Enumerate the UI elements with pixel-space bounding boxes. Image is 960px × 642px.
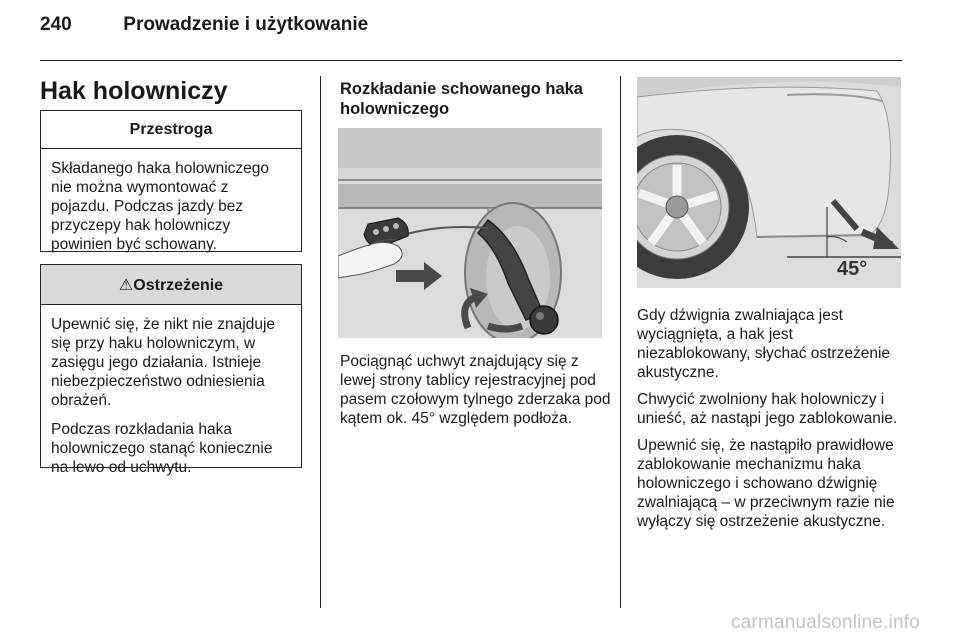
car-rear-wheel-illustration (637, 77, 901, 288)
watermark: carmanualsonline.info (730, 612, 920, 633)
header-divider (40, 60, 902, 61)
page-header (40, 14, 368, 36)
result-text (637, 306, 907, 539)
warning-heading-label: Ostrzeżenie (133, 277, 224, 294)
result-paragraph-2: Chwycić zwolniony hak holowniczy i unieść, aż nastąpi jego zablokowanie. (637, 391, 898, 427)
caution-heading: Przestroga (41, 111, 301, 149)
warning-triangle-icon: ⚠ (118, 277, 134, 294)
warning-heading (41, 265, 301, 305)
warning-paragraph-2: Podczas rozkładania haka holowniczego stanąć koniecznie na lewo od uchwytu. (51, 421, 273, 476)
caution-text: Składanego haka holowniczego nie można wymontować z pojazdu. Podczas jazdy bez przyczepy hak holowniczy powinien być schowany. (51, 160, 270, 253)
angle-label: 45° (837, 258, 868, 280)
chapter-title: Prowadzenie i użytkowanie (123, 14, 369, 35)
column-divider-1 (320, 76, 321, 608)
page-number: 240 (40, 14, 72, 35)
column-divider-2 (620, 76, 621, 608)
towbar-handle-illustration (338, 128, 602, 338)
caution-box (40, 110, 302, 252)
warning-box (40, 264, 302, 476)
warning-paragraph-1: Upewnić się, że nikt nie znajduje się przy haku holowniczym, w zasięgu jego działania. Istnieje niebezpieczeństwo odniesienia obrażeń. (51, 316, 276, 409)
result-paragraph-3: Upewnić się, że nastąpiło prawidłowe zablokowanie mechanizmu haka holowniczego i schowano dźwignię zwalniającą – w przeciwnym razie nie wyłączy się ostrzeżenie akustyczne. (637, 437, 895, 530)
section-title: Hak holowniczy (40, 77, 228, 105)
result-paragraph-1: Gdy dźwignia zwalniająca jest wyciągnięta, a hak jest niezablokowany, słychać ostrzeżenie akustyczne. (637, 307, 891, 381)
subsection-title: Rozkładanie schowanego haka holowniczego (340, 80, 583, 118)
instruction-text (340, 352, 612, 436)
instruction-paragraph: Pociągnąć uchwyt znajdujący się z lewej strony tablicy rejestracyjnej pod pasem czołowym tylnego zderzaka pod kątem ok. 45° względem podłoża. (340, 353, 611, 427)
